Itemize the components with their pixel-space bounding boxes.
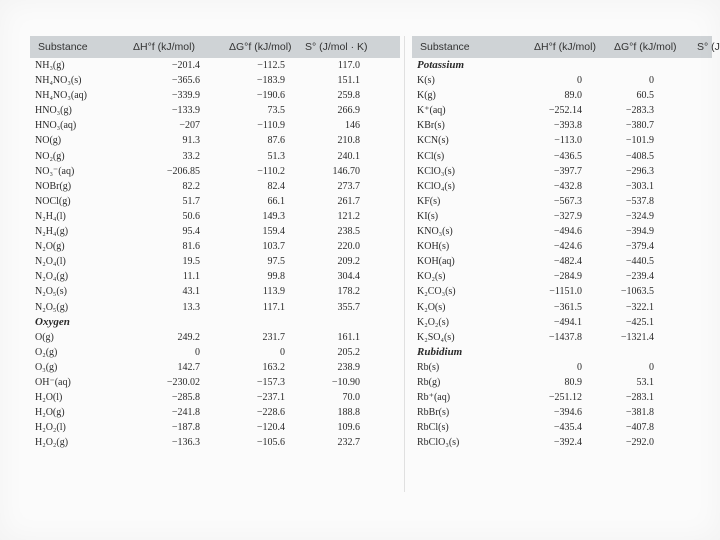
table-row [30,88,400,103]
gibbs-cell: 113.9 [262,286,285,298]
table-row [30,345,400,360]
enthalpy-cell: −285.8 [171,392,200,404]
enthalpy-cell: 82.2 [182,180,200,192]
substance-cell: NO₂(g) [35,150,65,162]
gibbs-cell: −296.3 [625,165,654,177]
entropy-cell: 266.9 [337,105,360,117]
substance-cell: NOBr(g) [35,180,72,192]
enthalpy-cell: −284.9 [553,271,582,283]
entropy-cell: 210.8 [337,135,360,147]
substance-cell: N₂O₄(g) [35,271,69,283]
table-row [30,58,400,73]
table-row [30,224,400,239]
substance-cell: NH₄NO₃(aq) [35,90,87,102]
substance-cell: K₂O(s) [417,301,446,313]
substance-cell: K⁺(aq) [417,105,446,117]
table-row [412,420,712,435]
substance-cell: NO₃⁻(aq) [35,165,75,177]
substance-cell: KNO₃(s) [417,226,453,238]
table-row [412,133,712,148]
gibbs-cell: 51.3 [267,150,285,162]
entropy-cell: 117.0 [337,60,360,71]
enthalpy-cell: −567.3 [553,195,582,207]
table-row [30,149,400,164]
header-enthalpy: ΔH°f (kJ/mol) [133,41,195,53]
header-entropy: S° (J [697,41,720,53]
gibbs-cell: −239.4 [625,271,654,283]
table-row [30,164,400,179]
substance-cell: OH⁻(aq) [35,376,71,388]
gibbs-cell: −237.1 [256,392,285,404]
substance-cell: NOCl(g) [35,195,71,207]
enthalpy-cell: 50.6 [182,210,200,222]
table-body [412,58,712,450]
table-row [412,405,712,420]
table-row [412,224,712,239]
enthalpy-cell: −1437.8 [548,331,582,343]
enthalpy-cell: −187.8 [171,422,200,434]
enthalpy-cell: 142.7 [177,361,200,373]
table-row [30,103,400,118]
table-row [412,269,712,284]
substance-cell: HNO₃(g) [35,105,72,117]
table-row [30,284,400,299]
enthalpy-cell: −251.12 [548,392,582,404]
enthalpy-cell: 249.2 [177,331,200,343]
enthalpy-cell: 91.3 [182,135,200,147]
enthalpy-cell: −361.5 [553,301,582,313]
gibbs-cell: 117.1 [262,301,285,313]
enthalpy-cell: −393.8 [553,120,582,132]
gibbs-cell: −303.1 [625,180,654,192]
gibbs-cell: 163.2 [262,361,285,373]
substance-cell: H₂O(g) [35,407,65,419]
table-row [412,254,712,269]
gibbs-cell: −101.9 [625,135,654,147]
enthalpy-cell: 81.6 [182,241,200,253]
entropy-cell: 161.1 [337,331,360,343]
table-row [30,390,400,405]
table-row [412,194,712,209]
table-row [412,239,712,254]
entropy-cell: 121.2 [337,210,360,222]
substance-cell: H₂O(l) [35,392,63,404]
gibbs-cell: −1321.4 [620,331,654,343]
table-row [412,435,712,450]
gibbs-cell: 103.7 [262,241,285,253]
enthalpy-cell: −252.14 [548,105,582,117]
table-row [30,209,400,224]
column-divider [404,36,405,492]
table-row [412,103,712,118]
substance-cell: NH₄NO₃(s) [35,75,82,87]
table-row [30,254,400,269]
gibbs-cell: −380.7 [625,120,654,132]
table-row [30,330,400,345]
gibbs-cell: −228.6 [256,407,285,419]
substance-cell: KCl(s) [417,150,445,162]
substance-cell: KF(s) [417,195,441,207]
table-row [30,133,400,148]
gibbs-cell: −322.1 [625,301,654,313]
substance-cell: N₂O₅(g) [35,301,69,313]
entropy-cell: 220.0 [337,241,360,253]
gibbs-cell: 87.6 [267,135,285,147]
table-row [30,194,400,209]
enthalpy-cell: −482.4 [553,256,582,268]
gibbs-cell: 73.5 [267,105,285,117]
enthalpy-cell: 43.1 [182,286,200,298]
gibbs-cell: 0 [649,75,654,87]
substance-cell: K₂CO₃(s) [417,286,456,298]
section-label: Potassium [417,59,465,71]
gibbs-cell: −324.9 [625,210,654,222]
table-row [30,360,400,375]
substance-cell: N₂H₄(g) [35,226,69,238]
substance-cell: K(g) [417,90,436,102]
entropy-cell: 205.2 [337,346,360,358]
section-heading [412,58,712,73]
substance-cell: RbClO₃(s) [417,437,460,449]
entropy-cell: 238.5 [337,226,360,238]
substance-cell: N₂O(g) [35,241,65,253]
enthalpy-cell: 11.1 [182,271,200,283]
gibbs-cell: 97.5 [267,256,285,268]
enthalpy-cell: 13.3 [182,301,200,313]
header-gibbs: ΔG°f (kJ/mol) [229,41,292,53]
table-header [30,36,400,58]
substance-cell: Rb(s) [417,361,440,373]
table-row [412,360,712,375]
table-row [412,390,712,405]
table-row [412,375,712,390]
entropy-cell: −10.90 [331,376,360,388]
enthalpy-cell: −494.1 [553,316,582,328]
substance-cell: HNO₃(aq) [35,120,77,132]
table-row [412,179,712,194]
gibbs-cell: −292.0 [625,437,654,449]
gibbs-cell: −190.6 [256,90,285,102]
enthalpy-cell: 19.5 [182,256,200,268]
gibbs-cell: −183.9 [256,75,285,87]
gibbs-cell: −381.8 [625,407,654,419]
gibbs-cell: 0 [280,346,285,358]
gibbs-cell: −394.9 [625,226,654,238]
enthalpy-cell: −230.02 [166,376,200,388]
table-row [30,375,400,390]
substance-cell: KOH(s) [417,241,450,253]
gibbs-cell: −283.1 [625,392,654,404]
gibbs-cell: 231.7 [262,331,285,343]
enthalpy-cell: −392.4 [553,437,582,449]
entropy-cell: 261.7 [337,195,360,207]
entropy-cell: 355.7 [337,301,360,313]
enthalpy-cell: −241.8 [171,407,200,419]
substance-cell: KOH(aq) [417,256,455,268]
enthalpy-cell: 0 [577,361,582,373]
table-row [412,118,712,133]
enthalpy-cell: 80.9 [564,376,582,388]
substance-cell: NO(g) [35,135,62,147]
substance-cell: N₂O₄(l) [35,256,66,268]
gibbs-cell: −408.5 [625,150,654,162]
enthalpy-cell: −435.4 [553,422,582,434]
entropy-cell: 273.7 [337,180,360,192]
enthalpy-cell: −494.6 [553,226,582,238]
entropy-cell: 146 [345,120,360,132]
enthalpy-cell: −394.6 [553,407,582,419]
table-row [412,73,712,88]
substance-cell: O₂(g) [35,346,58,358]
gibbs-cell: −537.8 [625,195,654,207]
table-row [30,239,400,254]
substance-cell: H₂O₂(l) [35,422,66,434]
enthalpy-cell: −424.6 [553,241,582,253]
substance-cell: N₂H₄(l) [35,210,66,222]
header-substance: Substance [38,41,88,53]
entropy-cell: 146.70 [332,165,360,177]
enthalpy-cell: −365.6 [171,75,200,87]
substance-cell: K₂SO₄(s) [417,331,455,343]
thermo-table-left [30,36,400,450]
table-row [412,164,712,179]
table-row [412,88,712,103]
enthalpy-cell: 0 [577,75,582,87]
header-entropy: S° (J/mol · K) [305,41,368,53]
table-row [412,149,712,164]
gibbs-cell: −1063.5 [620,286,654,298]
enthalpy-cell: 95.4 [182,226,200,238]
substance-cell: K₂O₂(s) [417,316,449,328]
enthalpy-cell: 89.0 [564,90,582,102]
enthalpy-cell: −207 [179,120,200,132]
table-row [412,284,712,299]
table-row [30,420,400,435]
substance-cell: Rb(g) [417,376,441,388]
entropy-cell: 70.0 [342,392,360,404]
table-row [412,330,712,345]
substance-cell: O(g) [35,331,54,343]
substance-cell: KClO₄(s) [417,180,455,192]
enthalpy-cell: 33.2 [182,150,200,162]
gibbs-cell: −105.6 [256,437,285,449]
enthalpy-cell: −436.5 [553,150,582,162]
enthalpy-cell: 0 [195,346,200,358]
enthalpy-cell: 51.7 [182,195,200,207]
entropy-cell: 259.8 [337,90,360,102]
table-row [30,300,400,315]
header-enthalpy: ΔH°f (kJ/mol) [534,41,596,53]
gibbs-cell: −110.9 [257,120,285,132]
table-row [30,179,400,194]
substance-cell: H₂O₂(g) [35,437,69,449]
entropy-cell: 232.7 [337,437,360,449]
substance-cell: N₂O₅(s) [35,286,67,298]
table-row [412,300,712,315]
gibbs-cell: −440.5 [625,256,654,268]
enthalpy-cell: −432.8 [553,180,582,192]
enthalpy-cell: −339.9 [171,90,200,102]
table-header [412,36,720,58]
substance-cell: RbBr(s) [417,407,450,419]
enthalpy-cell: −136.3 [171,437,200,449]
gibbs-cell: −407.8 [625,422,654,434]
gibbs-cell: 159.4 [262,226,285,238]
enthalpy-cell: −1151.0 [549,286,582,298]
enthalpy-cell: −206.85 [166,165,200,177]
substance-cell: KI(s) [417,210,439,222]
gibbs-cell: −157.3 [256,376,285,388]
gibbs-cell: −379.4 [625,241,654,253]
gibbs-cell: −283.3 [625,105,654,117]
section-label: Oxygen [35,315,70,328]
entropy-cell: 209.2 [337,256,360,268]
table-row [30,269,400,284]
entropy-cell: 238.9 [337,361,360,373]
substance-cell: RbCl(s) [417,422,449,434]
gibbs-cell: 0 [649,361,654,373]
enthalpy-cell: −133.9 [171,105,200,117]
entropy-cell: 304.4 [337,271,360,283]
header-substance: Substance [420,41,470,53]
table-row [412,209,712,224]
table-row [30,435,400,450]
enthalpy-cell: −397.7 [553,165,582,177]
gibbs-cell: −110.2 [257,165,285,177]
substance-cell: KO₂(s) [417,271,446,283]
section-label: Rubidium [417,345,463,358]
substance-cell: Rb⁺(aq) [417,392,451,404]
table-row [30,405,400,420]
substance-cell: K(s) [417,75,435,87]
table-row [30,118,400,133]
enthalpy-cell: −113.0 [554,135,582,147]
substance-cell: KCN(s) [417,135,449,147]
thermo-table-right [412,36,720,450]
entropy-cell: 109.6 [337,422,360,434]
gibbs-cell: 82.4 [267,180,285,192]
gibbs-cell: 99.8 [267,271,285,283]
gibbs-cell: 149.3 [262,210,285,222]
entropy-cell: 151.1 [337,75,360,87]
enthalpy-cell: −327.9 [553,210,582,222]
gibbs-cell: −112.5 [257,60,285,71]
gibbs-cell: 60.5 [636,90,654,102]
section-heading [30,315,400,330]
section-heading [412,345,712,360]
substance-cell: KClO₃(s) [417,165,455,177]
substance-cell: KBr(s) [417,120,445,132]
header-gibbs: ΔG°f (kJ/mol) [614,41,677,53]
table-body [30,58,400,450]
gibbs-cell: 53.1 [636,376,654,388]
gibbs-cell: −120.4 [256,422,285,434]
table-row [30,73,400,88]
entropy-cell: 178.2 [337,286,360,298]
substance-cell: NH₃(g) [35,60,65,71]
substance-cell: O₃(g) [35,361,58,373]
enthalpy-cell: −201.4 [171,60,200,71]
gibbs-cell: −425.1 [625,316,654,328]
table-row [412,315,712,330]
entropy-cell: 188.8 [337,407,360,419]
entropy-cell: 240.1 [337,150,360,162]
gibbs-cell: 66.1 [267,195,285,207]
